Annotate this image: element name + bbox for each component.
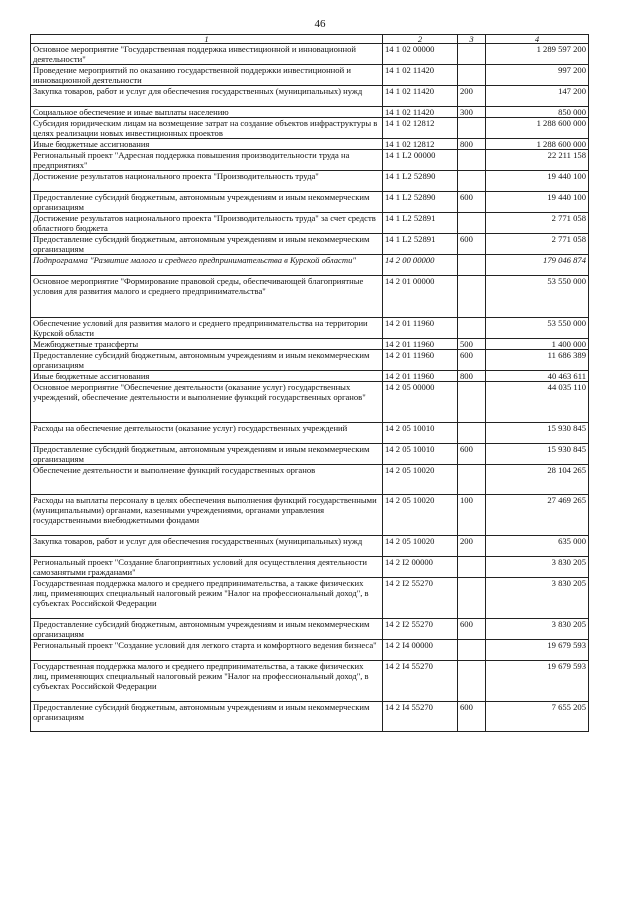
row-name-cell: Предоставление субсидий бюджетным, автономным учреждениям и иным некоммерческим организациям: [31, 234, 383, 255]
row-name-cell: Социальное обеспечение и иные выплаты населению: [31, 107, 383, 118]
row-name-cell: Основное мероприятие "Государственная поддержка инвестиционной и инновационной деятельности": [31, 44, 383, 65]
row-name-cell: Обеспечение деятельности и выполнение функций государственных органов: [31, 465, 383, 495]
row-type-cell: [458, 382, 486, 423]
page-number: 46: [314, 18, 326, 30]
row-type-cell: 800: [458, 139, 486, 150]
row-type-cell: [458, 65, 486, 86]
table-row: [31, 213, 589, 234]
row-code-cell: 14 1 02 00000: [383, 44, 458, 65]
table-row: [31, 702, 589, 732]
row-code-cell: 14 2 I4 00000: [383, 640, 458, 661]
row-amount-cell: 22 211 158: [486, 150, 589, 171]
row-amount-cell: 27 469 265: [486, 495, 589, 536]
table-row: [31, 234, 589, 255]
row-amount-cell: 3 830 205: [486, 557, 589, 578]
row-amount-cell: 40 463 611: [486, 371, 589, 382]
row-amount-cell: 3 830 205: [486, 619, 589, 640]
row-name-cell: Субсидия юридическим лицам на возмещение затрат на создание объектов инфраструктуры в целях реализации новых инвестиционных проектов: [31, 118, 383, 139]
table-row: [31, 495, 589, 536]
table-row: [31, 65, 589, 86]
table-row: [31, 107, 589, 118]
row-code-cell: 14 2 05 10020: [383, 495, 458, 536]
row-type-cell: [458, 661, 486, 702]
row-name-cell: Предоставление субсидий бюджетным, автономным учреждениям и иным некоммерческим организациям: [31, 350, 383, 371]
row-code-cell: 14 1 02 12812: [383, 139, 458, 150]
budget-table: [30, 34, 589, 732]
row-code-cell: 14 2 I4 55270: [383, 702, 458, 732]
row-type-cell: 800: [458, 371, 486, 382]
row-type-cell: 100: [458, 495, 486, 536]
row-code-cell: 14 1 L2 52891: [383, 234, 458, 255]
row-code-cell: 14 1 02 12812: [383, 118, 458, 139]
row-type-cell: 600: [458, 192, 486, 213]
row-amount-cell: 15 930 845: [486, 423, 589, 444]
row-name-cell: Предоставление субсидий бюджетным, автономным учреждениям и иным некоммерческим организациям: [31, 619, 383, 640]
row-code-cell: 14 1 L2 52890: [383, 171, 458, 192]
row-name-cell: Обеспечение условий для развития малого и среднего предпринимательства на территории Курской области: [31, 318, 383, 339]
table-row: [31, 339, 589, 350]
row-amount-cell: 15 930 845: [486, 444, 589, 465]
row-type-cell: 300: [458, 107, 486, 118]
row-name-cell: Расходы на выплаты персоналу в целях обеспечения выполнения функций государственными (муниципальными) органами, казенными учреждениями, органами управления государственными внебюджетными фондами: [31, 495, 383, 536]
row-amount-cell: 1 288 600 000: [486, 139, 589, 150]
row-type-cell: 600: [458, 234, 486, 255]
row-amount-cell: 635 000: [486, 536, 589, 557]
row-type-cell: [458, 150, 486, 171]
row-name-cell: Иные бюджетные ассигнования: [31, 371, 383, 382]
row-amount-cell: 2 771 058: [486, 234, 589, 255]
row-type-cell: [458, 318, 486, 339]
row-code-cell: 14 2 05 10010: [383, 423, 458, 444]
row-code-cell: 14 1 02 11420: [383, 107, 458, 118]
row-amount-cell: 1 400 000: [486, 339, 589, 350]
table-header-row: [31, 35, 589, 44]
row-amount-cell: 3 830 205: [486, 578, 589, 619]
table-row: [31, 371, 589, 382]
row-amount-cell: 179 046 874: [486, 255, 589, 276]
row-code-cell: 14 2 01 11960: [383, 350, 458, 371]
row-code-cell: 14 2 I2 00000: [383, 557, 458, 578]
row-amount-cell: 19 440 100: [486, 192, 589, 213]
row-code-cell: 14 2 01 11960: [383, 371, 458, 382]
row-code-cell: 14 1 02 11420: [383, 65, 458, 86]
row-amount-cell: 28 104 265: [486, 465, 589, 495]
row-amount-cell: 19 440 100: [486, 171, 589, 192]
column-header-code: 2: [383, 35, 458, 44]
row-name-cell: Достижение результатов национального проекта "Производительность труда" за счет средств областного бюджета: [31, 213, 383, 234]
row-type-cell: [458, 213, 486, 234]
row-code-cell: 14 2 I4 55270: [383, 661, 458, 702]
row-type-cell: 200: [458, 536, 486, 557]
row-name-cell: Проведение мероприятий по оказанию государственной поддержки инвестиционной и инновационной деятельности: [31, 65, 383, 86]
table-row: [31, 578, 589, 619]
row-code-cell: 14 2 I2 55270: [383, 578, 458, 619]
row-type-cell: [458, 276, 486, 318]
row-type-cell: [458, 255, 486, 276]
row-amount-cell: 997 200: [486, 65, 589, 86]
row-amount-cell: 1 288 600 000: [486, 118, 589, 139]
row-amount-cell: 7 655 205: [486, 702, 589, 732]
row-code-cell: 14 1 L2 00000: [383, 150, 458, 171]
row-type-cell: [458, 118, 486, 139]
row-type-cell: 600: [458, 619, 486, 640]
row-type-cell: [458, 557, 486, 578]
row-code-cell: 14 2 01 11960: [383, 339, 458, 350]
row-type-cell: 600: [458, 444, 486, 465]
row-name-cell: Государственная поддержка малого и среднего предпринимательства, а также физических лиц, применяющих специальный налоговый режим "Налог на профессиональный доход", в субъектах Российской Федерации: [31, 661, 383, 702]
row-name-cell: Закупка товаров, работ и услуг для обеспечения государственных (муниципальных) нужд: [31, 536, 383, 557]
row-name-cell: Предоставление субсидий бюджетным, автономным учреждениям и иным некоммерческим организациям: [31, 192, 383, 213]
row-type-cell: [458, 44, 486, 65]
table-row: [31, 465, 589, 495]
table-row: [31, 255, 589, 276]
row-amount-cell: 44 035 110: [486, 382, 589, 423]
row-type-cell: [458, 423, 486, 444]
row-name-cell: Подпрограмма "Развитие малого и среднего предпринимательства в Курской области": [31, 255, 383, 276]
row-name-cell: Расходы на обеспечение деятельности (оказание услуг) государственных учреждений: [31, 423, 383, 444]
row-name-cell: Предоставление субсидий бюджетным, автономным учреждениям и иным некоммерческим организациям: [31, 444, 383, 465]
row-name-cell: Основное мероприятие "Обеспечение деятельности (оказание услуг) государственных учреждений, обеспечение деятельности и выполнение функций государственных органов": [31, 382, 383, 423]
table-body: [31, 44, 589, 732]
row-type-cell: 200: [458, 86, 486, 107]
row-code-cell: 14 1 02 11420: [383, 86, 458, 107]
row-name-cell: Государственная поддержка малого и среднего предпринимательства, а также физических лиц, применяющих специальный налоговый режим "Налог на профессиональный доход", в субъектах Российской Федерации: [31, 578, 383, 619]
table-row: [31, 150, 589, 171]
row-code-cell: 14 1 L2 52890: [383, 192, 458, 213]
row-code-cell: 14 2 05 00000: [383, 382, 458, 423]
row-amount-cell: 19 679 593: [486, 661, 589, 702]
row-type-cell: [458, 640, 486, 661]
row-code-cell: 14 2 05 10010: [383, 444, 458, 465]
row-code-cell: 14 2 01 11960: [383, 318, 458, 339]
row-amount-cell: 53 550 000: [486, 318, 589, 339]
table-row: [31, 171, 589, 192]
row-type-cell: [458, 465, 486, 495]
row-type-cell: [458, 578, 486, 619]
row-type-cell: [458, 171, 486, 192]
row-name-cell: Основное мероприятие "Формирование правовой среды, обеспечивающей благоприятные условия для развития малого и среднего предпринимательства": [31, 276, 383, 318]
table-row: [31, 423, 589, 444]
row-code-cell: 14 2 00 00000: [383, 255, 458, 276]
table-row: [31, 44, 589, 65]
row-amount-cell: 147 200: [486, 86, 589, 107]
row-name-cell: Предоставление субсидий бюджетным, автономным учреждениям и иным некоммерческим организациям: [31, 702, 383, 732]
table-row: [31, 382, 589, 423]
table-row: [31, 276, 589, 318]
row-amount-cell: 2 771 058: [486, 213, 589, 234]
table-row: [31, 536, 589, 557]
row-name-cell: Региональный проект "Создание благоприятных условий для осуществления деятельности самозанятыми гражданами": [31, 557, 383, 578]
row-type-cell: 600: [458, 702, 486, 732]
row-code-cell: 14 2 05 10020: [383, 465, 458, 495]
row-type-cell: 600: [458, 350, 486, 371]
row-name-cell: Региональный проект "Адресная поддержка повышения производительности труда на предприятиях": [31, 150, 383, 171]
row-name-cell: Иные бюджетные ассигнования: [31, 139, 383, 150]
column-header-amount: 4: [486, 35, 589, 44]
table-row: [31, 139, 589, 150]
row-amount-cell: 850 000: [486, 107, 589, 118]
table-row: [31, 350, 589, 371]
column-header-type: 3: [458, 35, 486, 44]
row-name-cell: Межбюджетные трансферты: [31, 339, 383, 350]
row-amount-cell: 1 289 597 200: [486, 44, 589, 65]
row-amount-cell: 11 686 389: [486, 350, 589, 371]
table-row: [31, 318, 589, 339]
row-code-cell: 14 2 01 00000: [383, 276, 458, 318]
row-name-cell: Закупка товаров, работ и услуг для обеспечения государственных (муниципальных) нужд: [31, 86, 383, 107]
row-type-cell: 500: [458, 339, 486, 350]
table-row: [31, 192, 589, 213]
row-code-cell: 14 2 05 10020: [383, 536, 458, 557]
table-row: [31, 619, 589, 640]
row-amount-cell: 19 679 593: [486, 640, 589, 661]
column-header-name: 1: [31, 35, 383, 44]
table-row: [31, 640, 589, 661]
row-name-cell: Достижение результатов национального проекта "Производительность труда": [31, 171, 383, 192]
row-code-cell: 14 1 L2 52891: [383, 213, 458, 234]
table-row: [31, 661, 589, 702]
row-name-cell: Региональный проект "Создание условий для легкого старта и комфортного ведения бизнеса": [31, 640, 383, 661]
table-row: [31, 86, 589, 107]
row-code-cell: 14 2 I2 55270: [383, 619, 458, 640]
table-row: [31, 118, 589, 139]
table-row: [31, 444, 589, 465]
row-amount-cell: 53 550 000: [486, 276, 589, 318]
table-row: [31, 557, 589, 578]
